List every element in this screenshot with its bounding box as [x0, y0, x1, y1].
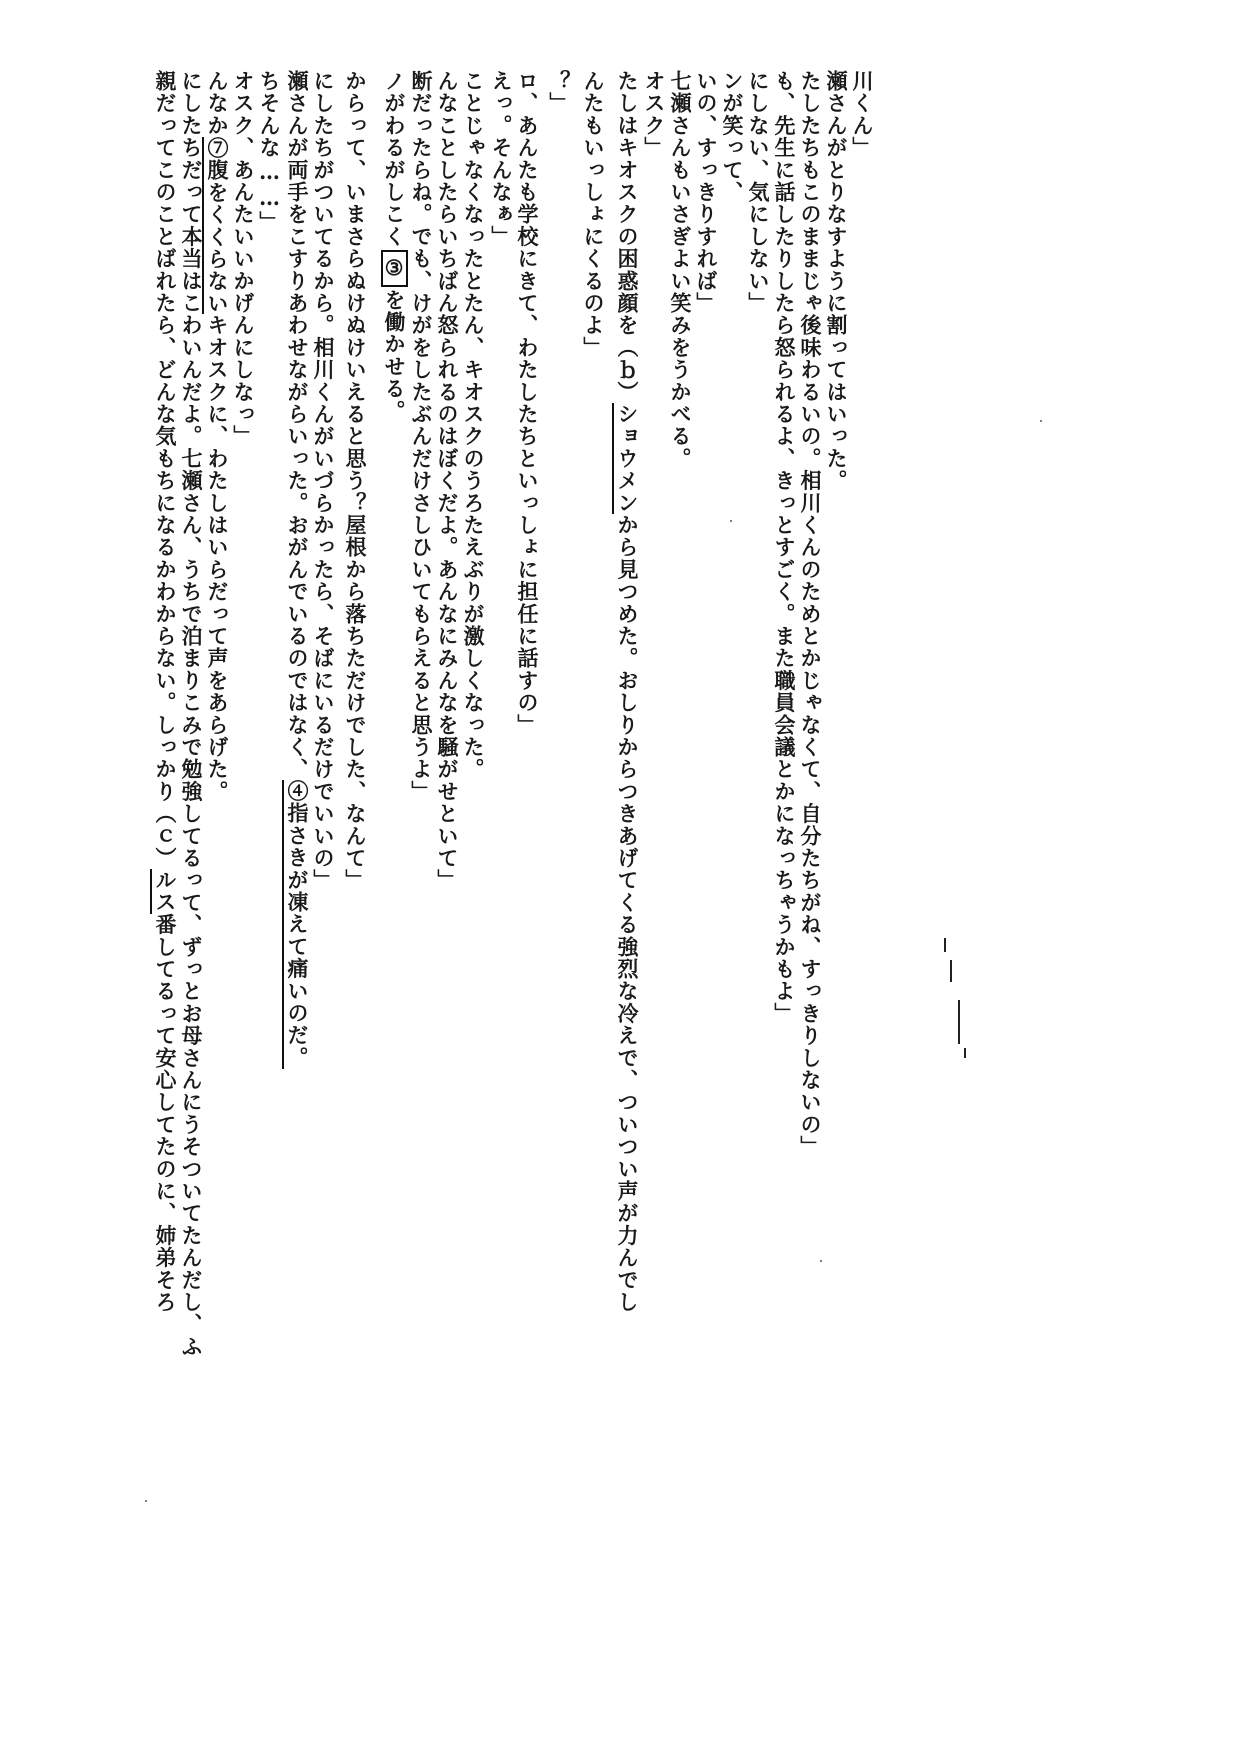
text-column-4 [774, 70, 795, 1025]
column-13-text: ロ、あんたも学校にきて、わたしたちといっしょに担任に話すの」 [515, 70, 540, 736]
column-10-text-b: から見つめた。おしりからつきあげてくる強烈な冷えで、ついつい声が力んでし [615, 514, 640, 1314]
column-18-text-b: を働かせる。 [382, 288, 407, 423]
scan-speck [730, 520, 732, 522]
column-17-text: 断だったらね。でも、けがをしたぶんだけさしひいてもらえると思うよ」 [409, 70, 434, 803]
text-column-12 [549, 70, 570, 114]
text-column-14 [491, 70, 512, 248]
scan-speck [820, 1260, 822, 1262]
text-column-18 [381, 70, 408, 422]
scan-mark [950, 960, 952, 982]
text-column-25 [181, 70, 202, 1358]
column-14-text: えっ。そんなぁ」 [489, 70, 514, 248]
text-column-8 [670, 70, 691, 470]
text-column-7 [696, 70, 717, 314]
text-column-17 [411, 70, 432, 803]
text-column-2 [826, 70, 847, 492]
text-column-24 [207, 70, 228, 803]
underlined-term-c: ルス [150, 869, 178, 913]
scan-speck [145, 1500, 147, 1502]
column-26-text-b: 番してるって安心してたのに、姉弟そろ [153, 913, 178, 1314]
underlined-phrase-7: ⑦腹をくくらない [202, 137, 230, 315]
column-25-text: にしたちだって本当はこわいんだよ。七瀬さん、うちで泊まりこみで勉強してるって、ずっとお母さんにうそついてたんだし、ふ [179, 70, 204, 1358]
answer-box-3: ③ [381, 250, 408, 287]
underlined-term-b: ショウメン [612, 403, 640, 514]
column-11-text: んたもいっしょにくるのよ」 [581, 70, 606, 359]
column-10-text-a: たしはキオスクの困惑顔を（ｂ） [615, 70, 640, 403]
text-column-11 [583, 70, 604, 359]
text-column-26 [155, 70, 176, 1313]
text-column-23 [233, 70, 254, 447]
text-column-9 [644, 70, 665, 159]
text-column-19 [345, 70, 366, 891]
text-column-22 [259, 70, 280, 233]
text-column-13 [517, 70, 538, 736]
text-column-15 [463, 70, 484, 780]
column-5-text: にしない、気にしない」 [746, 70, 771, 315]
column-16-text: んなことしたらいちばん怒られるのはぼくだよ。あんなにみんなを騒がせといて」 [435, 70, 460, 892]
column-7-text: いの、すっきりすれば」 [694, 70, 719, 315]
text-column-6 [722, 70, 743, 203]
column-15-text: ことじゃなくなったとたん、キオスクのうろたえぶりが激しくなった。 [461, 70, 486, 781]
text-column-3 [800, 70, 821, 1158]
text-column-16 [437, 70, 458, 891]
column-2-text: 瀬さんがとりなすように割ってはいった。 [824, 70, 849, 492]
column-20-text: にしたちがついてるから。相川くんがいづらかったら、そばにいるだけでいいの」 [311, 70, 336, 892]
column-18-text-a: ノがわるがしこく [382, 70, 407, 248]
text-column-21 [287, 70, 308, 1069]
scan-mark [944, 938, 946, 952]
text-column-20 [313, 70, 334, 891]
column-12-text: ？」 [547, 70, 572, 115]
scan-mark [958, 1000, 960, 1044]
column-24-text-b: キオスクに、わたしはいらだって声をあらげた。 [205, 314, 230, 803]
underlined-phrase-4: ④指さきが凍えて痛いのだ。 [282, 780, 310, 1069]
text-column-5 [748, 70, 769, 314]
column-1-text: 川くん」 [850, 70, 875, 159]
text-column-1 [852, 70, 873, 159]
column-23-text: オスク、あんたいいかげんにしなっ」 [231, 70, 256, 448]
column-19-text: からって、いまさらぬけぬけいえると思う？屋根から落ちただけでした、なんて」 [343, 70, 368, 892]
column-9-text: オスク」 [642, 70, 667, 159]
column-8-text: 七瀬さんもいさぎよい笑みをうかべる。 [668, 70, 693, 470]
scan-speck [1040, 420, 1042, 422]
column-22-text: ちそんな……」 [257, 70, 282, 234]
text-column-10 [617, 70, 638, 1313]
column-4-text: も、先生に話したりしたら怒られるよ、きっとすごく。また職員会議とかになっちゃうかもよ」 [772, 70, 797, 1025]
column-24-text-a: んなか [205, 70, 230, 137]
column-21-text-a: 瀬さんが両手をこすりあわせながらいった。おがんでいるのではなく、 [285, 70, 310, 781]
scan-mark [964, 1048, 966, 1058]
column-6-text: ンが笑って、 [720, 70, 745, 204]
column-3-text: たしたちもこのままじゃ後味わるいの。相川くんのためとかじゃなくて、自分たちがね、すっきりしないの」 [798, 70, 823, 1158]
column-26-text-a: 親だってこのことばれたら、どんな気もちになるかわからない。しっかり（ｃ） [153, 70, 178, 870]
